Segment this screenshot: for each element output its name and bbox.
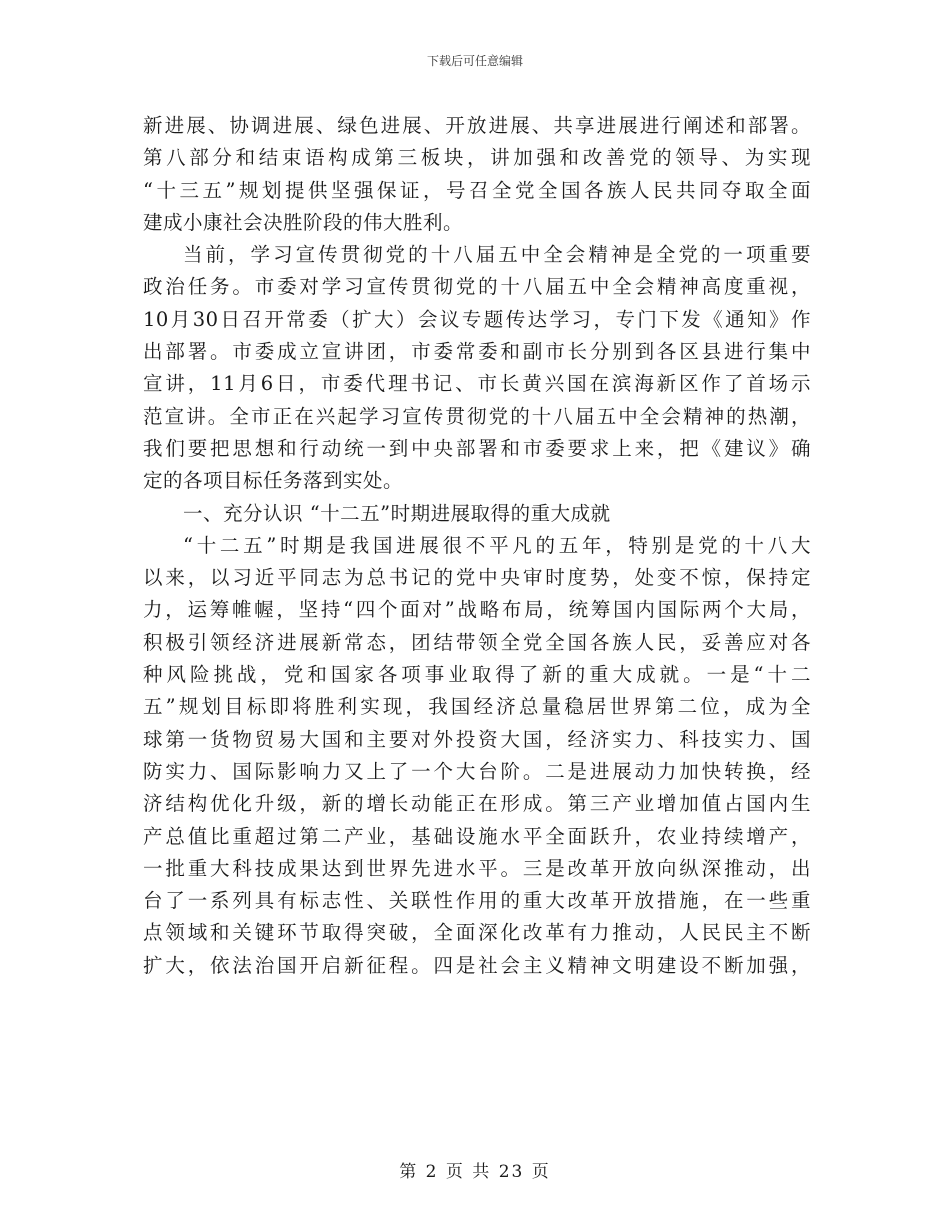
text-line: 宣讲，11月6日，市委代理书记、市长黄兴国在滨海新区作了首场示: [143, 372, 811, 396]
text-line: 产总值比重超过第二产业，基础设施水平全面跃升，农业持续增产，: [143, 824, 811, 848]
text-line: 台了一系列具有标志性、关联性作用的重大改革开放措施，在一些重: [143, 889, 811, 913]
section-heading: 一、充分认识 “十二五”时期进展取得的重大成就: [183, 501, 611, 525]
text-line: 出部署。市委成立宣讲团，市委常委和副市长分别到各区县进行集中: [143, 340, 811, 364]
text-line: 防实力、国际影响力又上了一个大台阶。二是进展动力加快转换，经: [143, 759, 811, 783]
text-line: 以来，以习近平同志为总书记的党中央审时度势，处变不惊，保持定: [143, 566, 811, 590]
text-line: 五”规划目标即将胜利实现，我国经济总量稳居世界第二位，成为全: [143, 695, 811, 719]
document-body: [143, 110, 811, 982]
text-line: 扩大，依法治国开启新征程。四是社会主义精神文明建设不断加强，: [143, 953, 811, 977]
text-line: “十二五”时期是我国进展很不平凡的五年，特别是党的十八大: [183, 533, 811, 557]
text-line: 一批重大科技成果达到世界先进水平。三是改革开放向纵深推动，出: [143, 856, 811, 880]
text-line: “十三五”规划提供坚强保证，号召全党全国各族人民共同夺取全面: [143, 178, 811, 202]
text-line: 我们要把思想和行动统一到中央部署和市委要求上来，把《建议》确: [143, 436, 811, 460]
text-line: 点领域和关键环节取得突破，全面深化改革有力推动，人民民主不断: [143, 921, 811, 945]
text-line: 新进展、协调进展、绿色进展、开放进展、共享进展进行阐述和部署。: [143, 114, 811, 137]
text-line: 10月30日召开常委（扩大）会议专题传达学习，专门下发《通知》作: [143, 307, 811, 331]
text-line: 力，运筹帷幄，坚持“四个面对”战略布局，统筹国内国际两个大局，: [143, 598, 811, 622]
text-line: 定的各项目标任务落到实处。: [143, 469, 404, 493]
text-line: 政治任务。市委对学习宣传贯彻党的十八届五中全会精神高度重视，: [143, 275, 811, 299]
text-line: 积极引领经济进展新常态，团结带领全党全国各族人民，妥善应对各: [143, 630, 811, 654]
text-line: 种风险挑战，党和国家各项事业取得了新的重大成就。一是“十二: [143, 663, 811, 687]
text-line: 建成小康社会决胜阶段的伟大胜利。: [143, 210, 464, 234]
text-line: 球第一货物贸易大国和主要对外投资大国，经济实力、科技实力、国: [143, 727, 811, 751]
text-line: 第八部分和结束语构成第三板块，讲加强和改善党的领导、为实现: [143, 146, 811, 170]
text-line: 范宣讲。全市正在兴起学习宣传贯彻党的十八届五中全会精神的热潮，: [143, 404, 811, 428]
text-line: 当前，学习宣传贯彻党的十八届五中全会精神是全党的一项重要: [183, 243, 811, 267]
page-number: 第 2 页 共 23 页: [399, 1162, 551, 1182]
text-line: 济结构优化升级，新的增长动能正在形成。第三产业增加值占国内生: [143, 792, 811, 816]
page-header: 下载后可任意编辑: [426, 54, 523, 68]
